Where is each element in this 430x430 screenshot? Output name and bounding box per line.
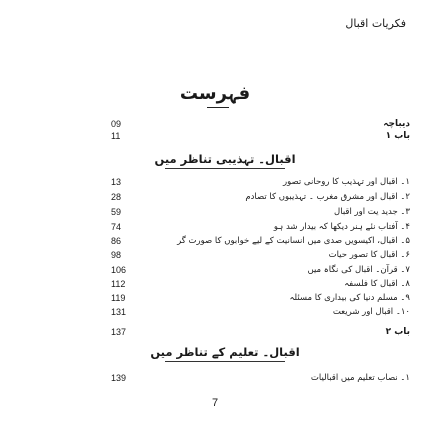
page-number: 98 <box>111 250 122 260</box>
chapter-heading-text: اقبال۔ تہذیبی تناظر میں <box>154 152 296 166</box>
heading-underline <box>165 361 285 362</box>
title-underline <box>207 107 229 108</box>
toc-row <box>112 278 410 292</box>
toc-row <box>112 176 410 190</box>
entry-label: ۸۔ اقبال کا فلسفہ <box>344 279 410 289</box>
entry-label: ۴۔ آفتاب نئے ہنر دیکھا کہ بیدار شد ہو <box>273 222 410 232</box>
entry-label: ۱۰۔ اقبال اور شریعت <box>332 307 410 317</box>
toc-row-chapter-1 <box>112 130 410 144</box>
page-number-footer: 7 <box>211 397 219 409</box>
entry-label: ۹۔ مسلم دنیا کی بیداری کا مسئلہ <box>289 293 410 303</box>
chapter-1-heading <box>110 152 340 169</box>
page-number: 59 <box>111 207 122 217</box>
page-number: 106 <box>111 265 127 275</box>
page-number: 13 <box>111 177 122 187</box>
page-number: 137 <box>111 327 127 337</box>
entry-label: ۵۔ اقبال، اکیسویں صدی میں انسانیت کے لیے خوابوں کا صورت گر <box>177 236 410 246</box>
entry-label: ۶۔ اقبال کا تصور حیات <box>328 250 410 260</box>
chapter-heading-text: اقبال۔ تعلیم کے تناظر میں <box>150 345 300 359</box>
page-number: 139 <box>111 373 127 383</box>
page-number: 112 <box>111 279 126 289</box>
entry-label: باب ۲ <box>385 327 410 337</box>
entry-label: ۱۔ اقبال اور تہذیب کا روحانی تصور <box>283 177 410 187</box>
page-number: 131 <box>111 307 127 317</box>
entry-label: ۷۔ قرآن۔ اقبال کی نگاہ میں <box>307 265 410 275</box>
heading-underline <box>165 168 285 169</box>
page-number: 119 <box>111 293 126 303</box>
page-number: 09 <box>111 119 122 129</box>
toc-row <box>112 264 410 278</box>
chapter-2-heading <box>110 345 340 362</box>
toc-row-chapter-2 <box>112 326 410 340</box>
toc-row <box>112 249 410 263</box>
page-number: 86 <box>111 236 122 246</box>
entry-label: ۳۔ جدید یت اور اقبال <box>334 207 410 217</box>
entry-label: دیباچہ <box>383 119 410 129</box>
running-header: فکریات اقبال <box>345 17 406 30</box>
toc-row <box>112 221 410 235</box>
toc-row <box>112 372 410 386</box>
entry-label: ۲۔ اقبال اور مشرق مغرب ۔ تہذیبوں کا تصادم <box>245 192 410 202</box>
page-number: 11 <box>111 131 121 141</box>
toc-row <box>112 306 410 320</box>
toc-row <box>112 292 410 306</box>
entry-label: باب ۱ <box>385 131 410 141</box>
toc-row <box>112 235 410 249</box>
toc-row <box>112 206 410 220</box>
page-number: 28 <box>111 192 122 202</box>
page-number: 74 <box>111 222 122 232</box>
entry-label: ۱۔ نصاب تعلیم میں اقبالیات <box>310 373 410 383</box>
page-title: فہرست <box>179 83 251 104</box>
toc-row <box>112 191 410 205</box>
